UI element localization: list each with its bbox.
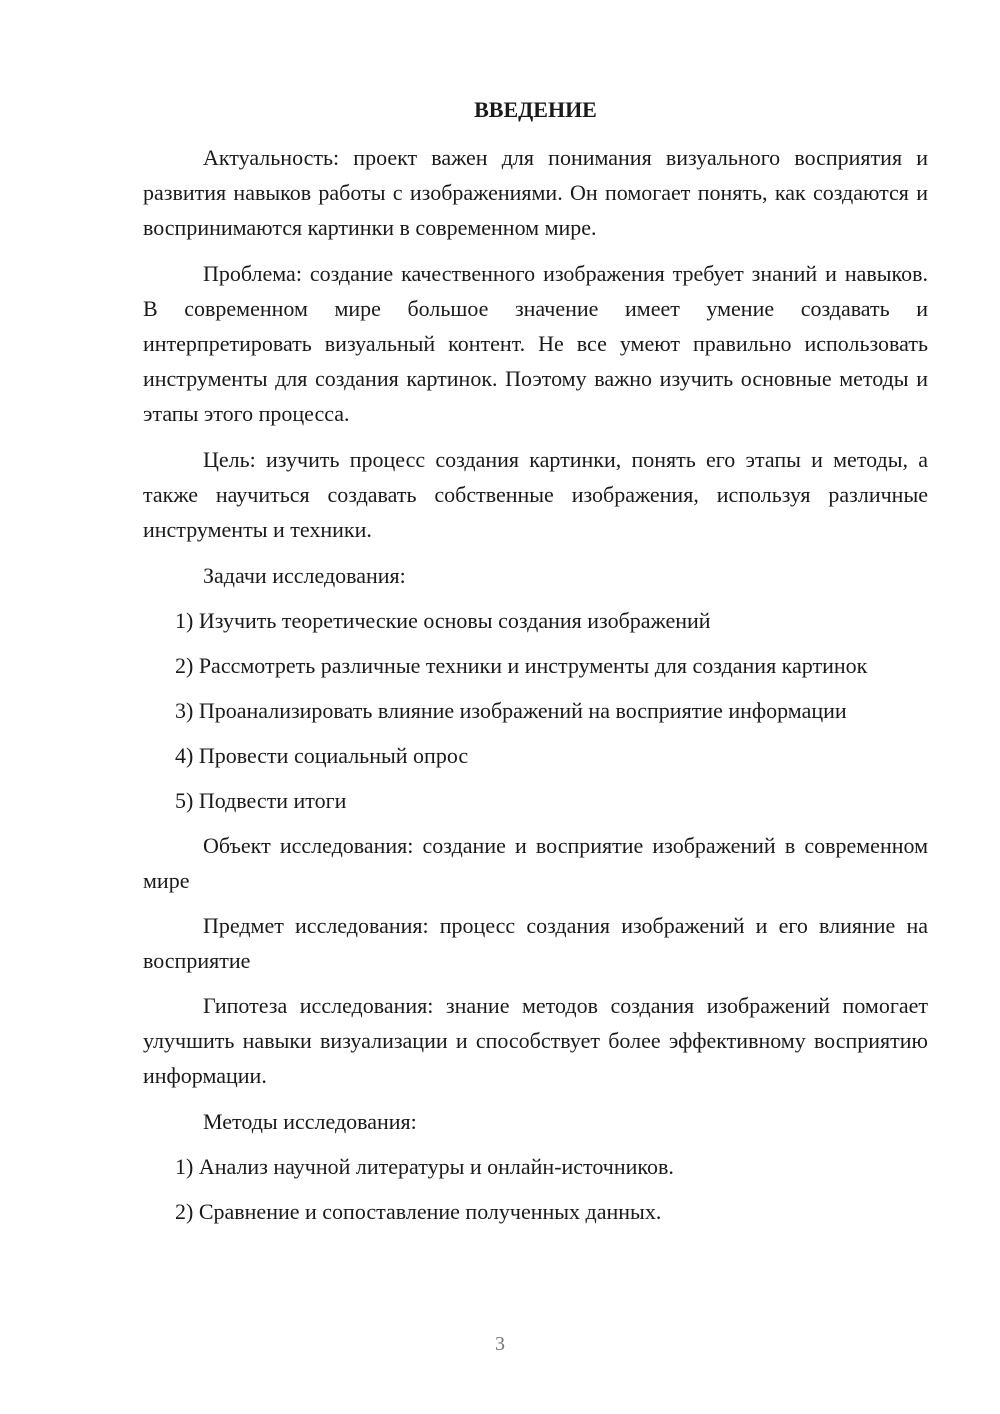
page-content xyxy=(143,92,928,1229)
object-paragraph: Объект исследования: создание и восприятие изображений в современном мире xyxy=(143,833,928,893)
method-item-1: 1) Анализ научной литературы и онлайн-источников. xyxy=(175,1154,674,1179)
page-number: 3 xyxy=(495,1333,505,1355)
method-item-2: 2) Сравнение и сопоставление полученных данных. xyxy=(175,1199,662,1224)
subject-paragraph: Предмет исследования: процесс создания изображений и его влияние на восприятие xyxy=(143,913,928,973)
section-heading: ВВЕДЕНИЕ xyxy=(474,97,597,122)
methods-title: Методы исследования: xyxy=(203,1109,417,1134)
tasks-title: Задачи исследования: xyxy=(203,563,406,588)
relevance-paragraph: Актуальность: проект важен для понимания визуального восприятия и развития навыков работы с изображениями. Он помогает понять, как создаются и воспринимаются картинки в современном мире. xyxy=(143,145,928,240)
task-item-4: 4) Провести социальный опрос xyxy=(175,743,469,768)
task-item-3: 3) Проанализировать влияние изображений на восприятие информации xyxy=(175,698,847,723)
task-item-5: 5) Подвести итоги xyxy=(175,788,347,813)
goal-paragraph: Цель: изучить процесс создания картинки, понять его этапы и методы, а также научиться создавать собственные изображения, используя различные инструменты и техники. xyxy=(143,447,928,542)
task-item-2: 2) Рассмотреть различные техники и инструменты для создания картинок xyxy=(175,653,868,678)
problem-paragraph: Проблема: создание качественного изображения требует знаний и навыков. В современном мире большое значение имеет умение создавать и интерпретировать визуальный контент. Не все умеют правильно использовать инструменты для создания картинок. Поэтому важно изучить основные методы и этапы этого процесса. xyxy=(143,261,928,426)
task-item-1: 1) Изучить теоретические основы создания изображений xyxy=(175,608,711,633)
hypothesis-paragraph: Гипотеза исследования: знание методов создания изображений помогает улучшить навыки визуализации и способствует более эффективному восприятию информации. xyxy=(143,993,928,1088)
